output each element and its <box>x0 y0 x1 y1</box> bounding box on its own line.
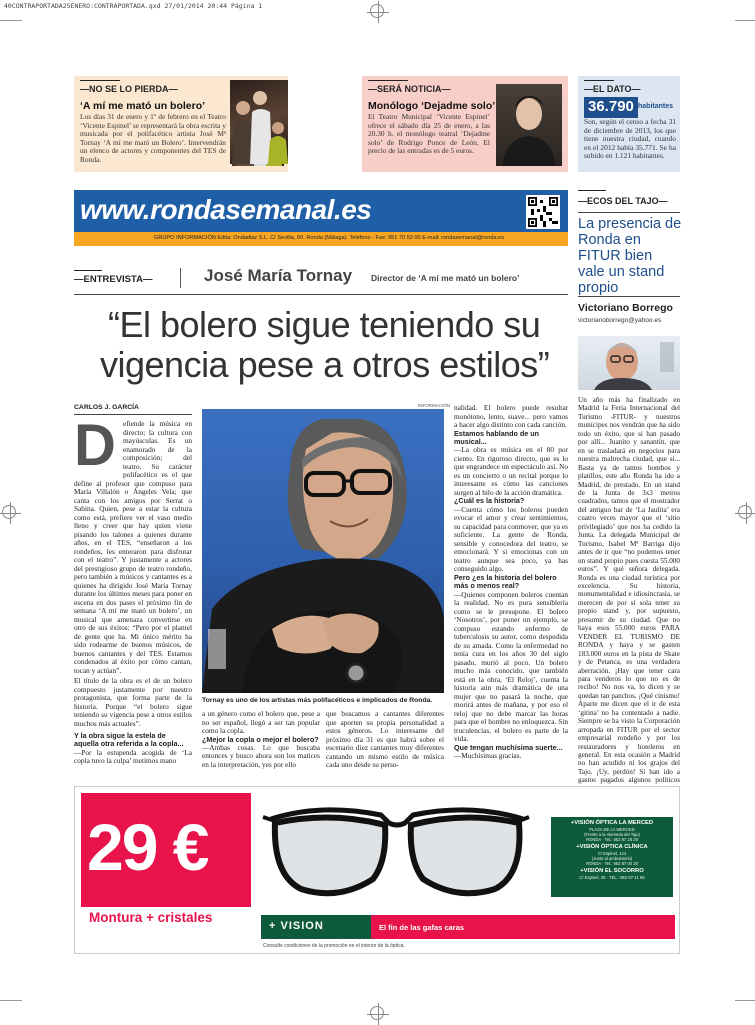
question: ¿Cuál es la historia? <box>454 496 525 506</box>
photo-credit: INFORMACIÓN <box>418 403 450 408</box>
interviewee-name: José María Tornay <box>204 266 353 285</box>
answer: —Muchísimas gracias. <box>454 750 522 760</box>
ad-slogan-bar <box>371 915 675 939</box>
registration-mark-top <box>370 4 384 18</box>
store-address-line: C/ Espinel, 124 <box>597 851 627 856</box>
store-entry <box>554 844 670 866</box>
registration-mark-left <box>2 505 16 519</box>
store-entry <box>554 820 670 842</box>
advertisement-vision[interactable] <box>74 786 680 954</box>
box-kicker: —EL DATO— <box>584 84 641 94</box>
article-column-1 <box>74 413 192 766</box>
population-number: 36.790 <box>588 98 634 115</box>
photo-caption: Tornay es uno de los artistas más polifacéticos e implicados de Ronda. <box>202 697 433 704</box>
print-slug: 40CONTRAPORTADA25ENERO:CONTRAPORTADA.qxd 27/01/2014 20:44 Página 1 <box>4 2 263 10</box>
website-banner <box>74 190 568 232</box>
store-address-line: (Junto al ambulatorio) <box>591 856 633 861</box>
crop-mark <box>0 20 22 21</box>
question: Y la obra sigue la estela de aquella otra referida a la copla... <box>74 731 184 749</box>
store-address-line: RONDA · Tel.: 952 87 28 28 <box>586 837 638 842</box>
ad-tagline: Montura + cristales <box>89 910 213 925</box>
answer: —Cuenta cómo los boleros pueden evocar el amor y crear sentimientos, su capacidad para conmover, que ya es suficiente. La gente de Ronda, sensible y conocedora del teatro, se emocionará. Y si emocionas con un teatro aunque sea poco, ya has conseguido algo. <box>454 504 568 574</box>
article-paragraph: a un género como el bolero que, pese a no ser español, llegó a ser tan popular como la copla. <box>202 709 320 735</box>
drop-cap: D <box>74 413 116 478</box>
qr-code[interactable] <box>526 195 560 229</box>
ad-brand-bar <box>261 915 371 939</box>
box-kicker: —SERÁ NOTICIA— <box>368 84 451 94</box>
photo-bolero-scene-wide <box>230 80 288 164</box>
crop-mark <box>735 20 755 21</box>
population-unit: habitantes <box>638 103 674 110</box>
article-column-4 <box>454 404 568 760</box>
ad-brand: + VISION <box>269 920 324 932</box>
banner-footer-strip <box>74 232 568 246</box>
box-text: Los días 31 de enero y 1º de febrero en el Teatro ‘Vicente Espinel’ se representará la obra escrita y musicada por el polifacético artista José Mª Tornay ‘A mí me mató un Bolero’. Intervendrán un elenco de actores y componentes del TES de Ronda. <box>80 112 226 164</box>
sidebar-text: Un año más ha finalizado en Madrid la Feria Internacional del Turismo -FITUR- y nuestros munícipes nos vendrán que ha sido todo un éxito, que si han pasado por allí... Juanito y sanantín, que en se trasladará en negocios para nuestra maltrecha ciudad, que si... Basta ya de tantos bombos y platillos, este año Ronda ha ido a Madrid, de prestado. En un stand de la Junta de 3x3 metros cuadrados, tamos que el mostrador del antiguo bar de ‘La Jaulita’ era cuatro veces mayor que el ‘sitio privilegiado’ que nos ha cedido la Junta. La delegada Municipal de Turismo, Isabel Mª Barriga dijo antes de ir que “no podemos tener un stand propio pues cuesta 55.000 euros”. Y qué señora delegada. Ronda es una ciudad turística por excelencia. Su historia, monumentalidad e idiosincrasia, se merecen de por sí sola tener su propio stand y, por supuesto, presumir de su ciudad. Que no haya esos 55.000 euros PARA VENDER EL TURISMO DE RONDA y haya y se gasten 183.000 euros en la pista de Skate y de Petanca, es una verdadera aberración. ¡Hay que tener cara para venderos lo que no es de recibo! No nos va, lo dicen y se quedan tan panchos. ¡Qué cinismo! Aparte me dicen que el ir de esta ‘gitina’ no ha contentado a nadie. Siempre se ha visto la Corporación arropada en FITUR por el sector empresarial rondeño y por los restauradores y hoteleros en general. En esta ocasión a Madrid no han acudido ni los grajos del Tajo. ¡Uy, perdón! Si han ido a gastos pagados algunos políticos <box>578 396 680 785</box>
ad-price: 29 € <box>87 810 208 884</box>
store-name: +VISIÓN ÓPTICA LA MERCED <box>570 820 654 826</box>
headline-line-2: vigencia pese a otros estilos” <box>100 344 550 385</box>
article-paragraph: nalidad. El bolero puede resultar monótono, lento, suave... pero vamos a hacer algo distinto con cada canción. <box>454 403 568 429</box>
interviewee-role: Director de ‘A mí me mató un bolero’ <box>371 273 520 283</box>
website-url[interactable]: www.rondasemanal.es <box>80 194 372 225</box>
store-name: +VISIÓN ÓPTICA CLÍNICA <box>576 844 648 850</box>
crop-mark <box>0 1000 22 1001</box>
ad-fineprint: Consulte condiciones de la promoción en el interior de la óptica. <box>263 943 405 949</box>
answer: —Por la estupenda acogida de ‘La copla tuvo la culpa’ metimos mano <box>74 747 192 766</box>
byline: CARLOS J. GARCÍA <box>74 404 139 411</box>
box-text: El Teatro Municipal ‘Vicente Espinel’ ofrece el sábado día 25 de enero, a las 20.30 h. el monólogo teatral ‘Dejadme solo’ de Rodrigo Ponce de León. El precio de las entradas es de 5 euros. <box>368 112 490 156</box>
box-kicker: —NO SE LO PIERDA— <box>80 84 178 94</box>
store-list <box>554 820 670 880</box>
article-column-2 <box>202 710 320 769</box>
photo-victoriano-borrego <box>578 336 680 390</box>
answer: —Quienes componen boleros cuentan la realidad. No es pura sensiblería como se le presupone. El bolero ‘Nosotros’, por poner un ejemplo, se compuso estando enfermo de tuberculosis su autor, como despedida de su amada. Como la enfermedad no tenía cura en los años 30 del siglo pasado, murió al poco. Un bolero mucho más conocido, que también está en la obra, ‘El Reloj’, cuenta la historia aún más dramática de una mujer que no pasará la noche, que morirá antes de mañana, y por eso el reloj que no debe marcar las horas para que el hombre no enloquezca. Sin truculencias, el bolero es parte de la vida. <box>454 589 568 744</box>
answer: —La obra es música en el 80 por ciento. En riguroso directo, que es lo que engrandece un espectáculo así. No es un concierto o un recital porque lo interesante es cómo las canciones surgen al hilo de la acción dramática. <box>454 445 568 497</box>
sidebar-author: Victoriano Borrego <box>578 302 673 314</box>
box-text: Son, según el censo a fecha 31 de diciembre de 2013, los que tiene nuestra ciudad, cuando en el 2012 había 35.771. Se ha subido en 1.121 habitantes. <box>584 117 676 161</box>
box-el-dato <box>578 76 680 172</box>
question: Pero ¿es la historia del bolero más o menos real? <box>454 572 557 591</box>
article-lead: efiende la música en directo; la cultura con mayúsculas. Es un enamorado de la composición; del teatro. Su carácter polifacético es el que define al profesor que compuso para María Villalón o Ángeles Vela; que canta con los amigos por Serrat o Sabina. Quien, pese a estar la cultura como está, prefiere ver el vaso medio lleno y creer que hay quien viene pisando los talones a quienes durante años, en el TES, “enseñaron a los rondeños, les enteraron para disfrutar con el teatro”. Y justamente a actores del prestigioso grupo de teatro rondeño, pero también a músicos y cantantes es a quienes ha dirigido José María Tornay durante los últimos meses para poner en escena en dos pases el próximo fin de semana ‘A mí me mató un bolero’, un musical que amenaza convertirse en otro de sus éxitos: “Pero por el plantel de gente que ha. Mi único mérito ha sido rodearme de buenos músicos, de buenos cantantes y del TES. Estamos condenados al éxito por cómo cantan, tocan y actúan”. <box>74 419 192 675</box>
box-sera-noticia <box>362 76 568 172</box>
box-title: Monólogo ‘Dejadme solo’ <box>368 100 496 112</box>
sidebar-email: victorianoborrego@yahoo.es <box>578 317 662 324</box>
photo-jose-maria-tornay <box>202 409 444 693</box>
store-address-line: PLAZA DE LA MERCED <box>589 827 635 832</box>
sidebar-headline: La presencia de Ronda en FITUR bien vale un stand propio <box>578 216 682 296</box>
question: ¿Mejor la copla o mejor el bolero? <box>202 734 319 744</box>
article-column-3 <box>326 710 444 770</box>
store-address-line: RONDA · Tel.: 952 87 00 20 <box>586 861 638 866</box>
population-number-badge <box>584 97 638 118</box>
registration-mark-right <box>738 505 752 519</box>
sidebar-kicker: —ECOS DEL TAJO— <box>578 196 668 206</box>
article-paragraph: que buscamos a cantantes diferentes que aporten su propia personalidad a estos géneros. Lo interesante del próximo día 31 es que habrá sobre el escenario diez cantantes muy diferentes cantando un mismo estilo de música cada uno desde su perso- <box>326 709 444 769</box>
banner-footer: GRUPO INFORMACIÓN Edita: Ondadiaz S.L. C/ Sevilla, 60. Ronda (Málaga). Teléfono - Fax: 951 70 52 00 E-mail: rondasemanal@ronda.es <box>154 235 505 241</box>
crop-mark <box>735 1000 755 1001</box>
box-title: ‘A mí me mató un bolero’ <box>80 100 206 112</box>
store-entry <box>554 868 670 880</box>
question: Que tengan muchísima suerte... <box>454 742 563 752</box>
headline-line-1: “El bolero sigue teniendo su <box>108 304 541 345</box>
ad-stores-panel <box>551 817 673 897</box>
ad-price-panel <box>81 793 251 929</box>
glasses-icon <box>261 797 531 907</box>
photo-rodrigo-ponce <box>496 84 562 166</box>
answer: —Ambas cosas. Lo que buscaba entonces y busco ahora son los matices en la interpretación, yes por ello <box>202 742 320 769</box>
question: Estamos hablando de un musical... <box>454 428 540 446</box>
store-address-line: (Frente a la Alameda del Tajo) <box>584 832 640 837</box>
ad-slogan: El fin de las gafas caras <box>379 923 465 932</box>
store-name: +VISIÓN EL SOCORRO <box>580 868 644 874</box>
article-paragraph: El título de la obra es el de un bolero compuesto justamente por nuestro protagonista, que forma parte de la historia. Porque “el bolero sigue teniendo su vigencia pese a otros estilos muchos más actuales”. <box>74 676 192 728</box>
store-address-line: C/ Espinel, 28 · TEL.: 952 87 41 66 <box>579 875 645 880</box>
registration-mark-bottom <box>370 1006 384 1020</box>
section-kicker: —ENTREVISTA— <box>74 274 153 285</box>
